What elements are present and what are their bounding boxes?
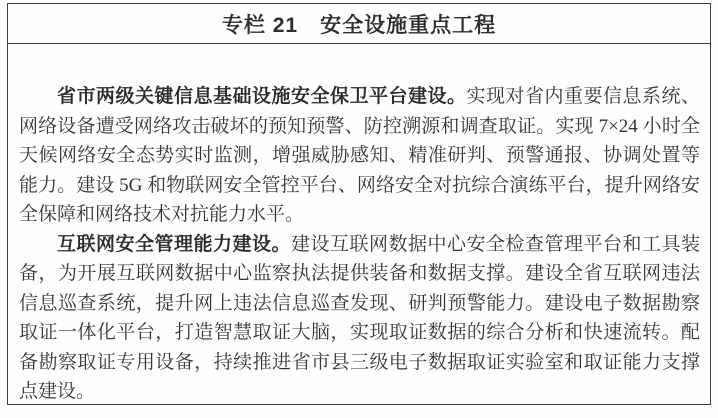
callout-box: [7, 3, 711, 405]
paragraph-1-text: 实现对省内重要信息系统、网络设备遭受网络攻击破坏的预知预警、防控溯源和调查取证。实现 7×24 小时全天候网络安全态势实时监测，增强威胁感知、精准研判、预警通报、协调处置等能力。建设 5G 和物联网安全管控平台、网络安全对抗综合演练平台，提升网络安全保障和网络技术对抗能力水平。: [19, 86, 700, 225]
box-title: 专栏 21 安全设施重点工程: [8, 4, 710, 44]
paragraph-1-lead: 省市两级关键信息基础设施安全保卫平台建设。: [57, 86, 467, 107]
paragraph-1: [19, 82, 700, 230]
paragraph-2: [19, 230, 700, 407]
paragraph-2-lead: 互联网安全管理能力建设。: [57, 233, 291, 255]
paragraph-2-text: 建设互联网数据中心安全检查管理平台和工具装备，为开展互联网数据中心监察执法提供装备和数据支撑。建设全省互联网违法信息巡查系统，提升网上违法信息巡查发现、研判预警能力。建设电子数据勘察取证一体化平台，打造智慧取证大脑，实现取证数据的综合分析和快速流转。配备勘察取证专用设备，持续推进省市县三级电子数据取证实验室和取证能力支撑点建设。: [19, 233, 700, 402]
box-body: [8, 44, 710, 407]
